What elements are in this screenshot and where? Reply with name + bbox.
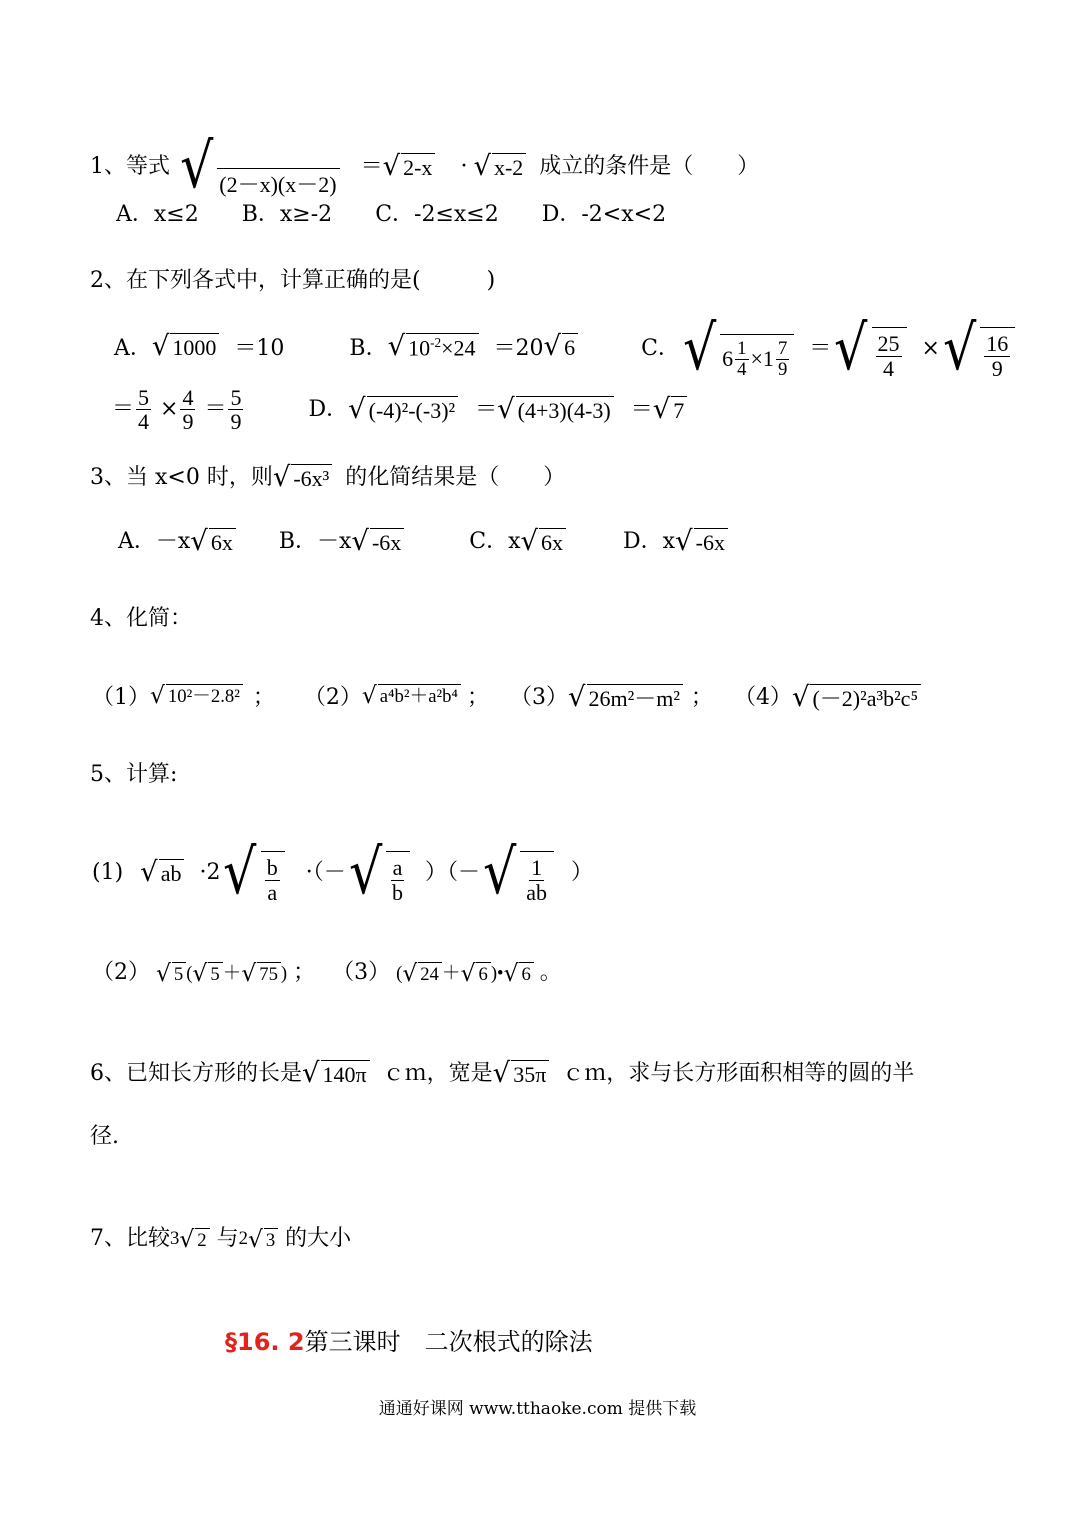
q5-s2: ； — [293, 960, 316, 985]
q4-p1: （1） — [92, 684, 150, 710]
q5-mid2: ·（－ — [305, 859, 346, 885]
q2-l2-times: × — [160, 396, 179, 422]
q5-s3: 。 — [539, 960, 562, 985]
q4-radical-4: √ (－2)²a³b²c⁵ — [792, 684, 921, 712]
q4-s2: ； — [466, 684, 489, 710]
q7-pre: 7、比较 — [90, 1226, 170, 1251]
q3-radical: √ -6x³ — [273, 464, 332, 492]
q2-b-prefix: B． — [349, 335, 388, 361]
q1-option-c: C．-2≤x≤2 — [375, 202, 499, 227]
q3-line — [90, 461, 566, 493]
q1-radical-3: √ x-2 — [473, 153, 526, 181]
q2-c-radical-f1: √ $\frac{25}{4}$ — [831, 318, 906, 380]
q5-p3: （3） — [332, 960, 391, 985]
q1-radical-2: √ 2-x — [383, 153, 436, 181]
q2-a-radical: √ 1000 — [152, 333, 220, 361]
q2-d-eq2: ＝ — [630, 396, 653, 422]
q5-radical-b-over-a: √ $\frac{b}{a}$ — [220, 842, 284, 904]
q4-p2: （2） — [303, 684, 362, 710]
q5-part-1 — [92, 836, 594, 908]
q5-radical-a-over-b: √ $\frac{a}{b}$ — [346, 842, 410, 904]
q2-c-radical-mixed: √ 6 $\frac{1}{4}$ ×1 $\frac{7}{9}$ — [680, 318, 794, 380]
q6-mid: ｃｍ，宽是 — [382, 1060, 493, 1086]
q1-dot: · — [460, 153, 468, 179]
q3-option-b: B．－x √ -6x — [279, 529, 404, 554]
q2-c-radical-f2: √ $\frac{16}{9}$ — [940, 318, 1015, 380]
q2-line-2 — [112, 386, 687, 433]
q3-label-pre: 3、当 x<0 时，则 — [90, 464, 273, 490]
q7-post: 的大小 — [285, 1226, 352, 1251]
footer-credit: 通通好课网 www.tthaoke.com 提供下载 — [378, 1399, 697, 1419]
q2-l2-eq: ＝ — [112, 396, 135, 422]
q1-eq: ＝ — [360, 153, 383, 179]
q4-label: 4、化简： — [90, 606, 192, 631]
q6-radical-1: √ 140π — [302, 1060, 370, 1088]
q2-l2-frac-1: $\frac{5}{4}$ — [138, 385, 150, 435]
q6-line-1 — [90, 1057, 915, 1089]
q4-radical-2: √ a⁴b²＋a²b⁴ — [362, 684, 461, 708]
q3-label-post: 的化简结果是（ ） — [345, 464, 566, 490]
q5-mid3: ）（－ — [424, 859, 480, 885]
q5-part-2-3 — [92, 959, 562, 988]
q2-line-1 — [114, 312, 1015, 384]
q2-l2-frac-2: $\frac{4}{9}$ — [182, 385, 194, 435]
q1-line — [90, 130, 760, 202]
q1-options — [116, 204, 666, 226]
q4-radical-3: √ 26m²－m² — [568, 684, 683, 712]
q7-mid: 与 — [216, 1226, 239, 1251]
q6-post: ｃｍ，求与长方形面积相等的圆的半 — [562, 1060, 915, 1086]
q7-expr-b: 2 √ 3 — [239, 1228, 279, 1249]
q5-end: ） — [571, 859, 594, 885]
q2-label: 2、在下列各式中，计算正确的是( ) — [90, 268, 496, 293]
q2-c-times: × — [921, 335, 940, 361]
q1-option-a: A．x≤2 — [116, 202, 199, 227]
q2-c-prefix: C． — [641, 335, 680, 361]
q6-line-2: 径. — [90, 1124, 119, 1149]
q7-line — [90, 1225, 352, 1254]
q4-p3: （3） — [509, 684, 568, 710]
q4-p4: （4） — [733, 684, 792, 710]
q2-l2-eq2: ＝ — [204, 396, 227, 422]
q5-mid1: ·2 — [199, 859, 221, 885]
q2-d-radical-2: √ (4+3)(4-3) — [497, 396, 614, 424]
q4-s1: ； — [252, 684, 275, 710]
q5-radical-ab: √ ab — [140, 859, 184, 887]
q6-pre: 6、已知长方形的长是 — [90, 1060, 302, 1086]
q2-b-result: ＝20 — [493, 335, 544, 361]
q4-radical-1: √ 10²－2.8² — [150, 684, 243, 708]
q1-tail: 成立的条件是（ ） — [539, 153, 760, 179]
q3-option-d: D．x √ -6x — [623, 529, 728, 554]
q4-s3: ； — [690, 684, 713, 710]
section-heading — [225, 1322, 593, 1357]
q5-label: 5、计算: — [90, 762, 178, 787]
q6-radical-2: √ 35π — [493, 1060, 550, 1088]
q2-c-eq1: ＝ — [809, 335, 832, 361]
q1-option-d: D．-2<x<2 — [541, 202, 667, 227]
q2-a-result: ＝10 — [234, 335, 285, 361]
q2-d-prefix: D． — [308, 396, 349, 422]
q3-option-c: C．x √ 6x — [469, 529, 566, 554]
q3-option-a: A．－x √ 6x — [118, 529, 236, 554]
q3-options — [118, 525, 728, 557]
section-title: 第三课时 二次根式的除法 — [304, 1328, 593, 1356]
q2-b-result-radical: √ 6 — [544, 333, 579, 361]
q2-d-radical-3: √ 7 — [653, 396, 688, 424]
q5-expr-3: ( √ 24 ＋ √ 6 )• √ 6 — [390, 963, 540, 984]
q5-expr-2: √ 5 ( √ 5 ＋ √ 75 ) — [155, 959, 288, 988]
q7-expr-a: 3 √ 2 — [170, 1228, 210, 1249]
q2-a-prefix: A． — [114, 335, 152, 361]
q5-radical-1-over-ab: √ $\frac{1}{ab}$ — [480, 842, 554, 904]
q1-option-b: B．x≥-2 — [241, 202, 333, 227]
q1-label: 1、等式 — [90, 153, 170, 179]
q2-b-radical: √ $10^{-2}\times 24$ — [388, 333, 479, 361]
q2-l2-frac-3: $\frac{5}{9}$ — [230, 385, 242, 435]
q5-p1: (1) — [92, 859, 124, 885]
section-number: §16. 2 — [225, 1328, 305, 1356]
q2-d-radical-1: √ (-4)²-(-3)² — [348, 396, 458, 424]
q2-d-eq1: ＝ — [475, 396, 498, 422]
q1-radical-1: √ (2－x)(x－2) — [177, 136, 340, 198]
q4-items — [92, 681, 921, 713]
q5-p2: （2） — [92, 960, 150, 985]
